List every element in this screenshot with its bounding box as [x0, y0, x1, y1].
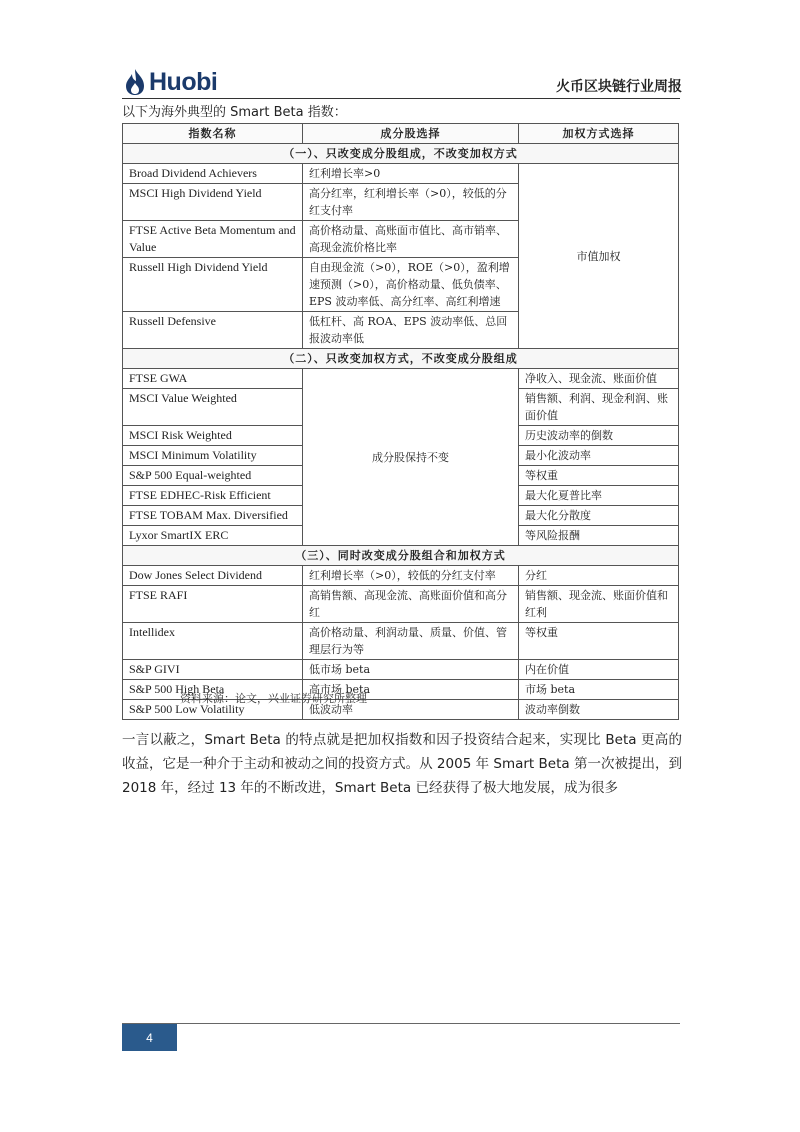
weighting-cell: 等风险报酬 [519, 526, 679, 546]
table-row [123, 566, 679, 586]
index-name: Intellidex [123, 623, 303, 660]
weighting-cell: 历史波动率的倒数 [519, 426, 679, 446]
selection-cell: 高市场 beta [303, 680, 519, 700]
intro-text: 以下为海外典型的 Smart Beta 指数： [122, 105, 347, 120]
selection-cell: 高价格动量、高账面市值比、高市销率、高现金流价格比率 [303, 221, 519, 258]
selection-cell: 红利增长率（>0），较低的分红支付率 [303, 566, 519, 586]
index-name: Russell Defensive [123, 312, 303, 349]
index-name: MSCI Risk Weighted [123, 426, 303, 446]
selection-cell: 高价格动量、利润动量、质量、价值、管理层行为等 [303, 623, 519, 660]
index-name: FTSE RAFI [123, 586, 303, 623]
column-header-index-name: 指数名称 [123, 124, 303, 144]
selection-cell: 低杠杆、高 ROA、EPS 波动率低、总回报波动率低 [303, 312, 519, 349]
selection-cell: 红利增长率>0 [303, 164, 519, 184]
weighting-merged-cell: 市值加权 [519, 164, 679, 349]
index-name: MSCI Minimum Volatility [123, 446, 303, 466]
weighting-cell: 分红 [519, 566, 679, 586]
table-row [123, 660, 679, 680]
index-name: FTSE Active Beta Momentum and Value [123, 221, 303, 258]
index-name: Russell High Dividend Yield [123, 258, 303, 312]
weighting-cell: 销售额、现金流、账面价值和红利 [519, 586, 679, 623]
selection-cell: 低波动率 [303, 700, 519, 720]
index-name: S&P 500 Equal-weighted [123, 466, 303, 486]
table-row [123, 369, 679, 389]
index-name: S&P 500 High Beta [123, 680, 303, 700]
selection-merged-cell: 成分股保持不变 [303, 369, 519, 546]
index-name: S&P GIVI [123, 660, 303, 680]
selection-cell: 低市场 beta [303, 660, 519, 680]
weighting-cell: 销售额、利润、现金利润、账面价值 [519, 389, 679, 426]
index-name: S&P 500 Low Volatility [123, 700, 303, 720]
table-row [123, 586, 679, 623]
table-row [123, 623, 679, 660]
flame-icon [124, 68, 146, 96]
page-number [122, 1024, 177, 1051]
weighting-cell: 等权重 [519, 623, 679, 660]
column-header-selection: 成分股选择 [303, 124, 519, 144]
index-name: FTSE TOBAM Max. Diversified [123, 506, 303, 526]
weighting-cell: 最大化夏普比率 [519, 486, 679, 506]
page-number-text: 4 [146, 1030, 153, 1045]
section-title-2: （二）、只改变加权方式，不改变成分股组成 [123, 349, 679, 369]
selection-cell: 高销售额、高现金流、高账面价值和高分红 [303, 586, 519, 623]
weighting-cell: 市场 beta [519, 680, 679, 700]
index-name: Broad Dividend Achievers [123, 164, 303, 184]
index-name: MSCI High Dividend Yield [123, 184, 303, 221]
section-row [123, 349, 679, 369]
weighting-cell: 内在价值 [519, 660, 679, 680]
section-row [123, 546, 679, 566]
weighting-cell: 等权重 [519, 466, 679, 486]
index-name: Dow Jones Select Dividend [123, 566, 303, 586]
weighting-cell: 最小化波动率 [519, 446, 679, 466]
header-divider [122, 98, 680, 99]
smart-beta-index-table [122, 123, 679, 720]
section-row [123, 144, 679, 164]
table-row [123, 164, 679, 184]
index-name: FTSE GWA [123, 369, 303, 389]
weighting-cell: 净收入、现金流、账面价值 [519, 369, 679, 389]
index-name: FTSE EDHEC-Risk Efficient [123, 486, 303, 506]
table-header-row [123, 124, 679, 144]
index-name: Lyxor SmartIX ERC [123, 526, 303, 546]
index-name: MSCI Value Weighted [123, 389, 303, 426]
selection-cell: 自由现金流（>0），ROE（>0），盈利增速预测（>0），高价格动量、低负债率、EPS 波动率低、高分红率、高红利增速 [303, 258, 519, 312]
body-paragraph: 一言以蔽之，Smart Beta 的特点就是把加权指数和因子投资结合起来，实现比 Beta 更高的收益，它是一种介于主动和被动之间的投资方式。从 2005 年 Smart Beta 第一次被提出，到 2018 年，经过 13 年的不断改进，Smart Beta 已经获得了极大地发展，成为很多 [122, 732, 682, 796]
table-source-note: 资料来源：论文，兴业证券研究所整理 [180, 692, 367, 705]
footer-divider [122, 1023, 680, 1024]
weighting-cell: 波动率倒数 [519, 700, 679, 720]
selection-cell: 高分红率，红利增长率（>0），较低的分红支付率 [303, 184, 519, 221]
report-title: 火币区块链行业周报 [556, 79, 682, 95]
column-header-weighting: 加权方式选择 [519, 124, 679, 144]
weighting-cell: 最大化分散度 [519, 506, 679, 526]
section-title-1: （一）、只改变成分股组成，不改变加权方式 [123, 144, 679, 164]
section-title-3: （三）、同时改变成分股组合和加权方式 [123, 546, 679, 566]
logo-text: Huobi [149, 67, 218, 96]
huobi-logo [124, 66, 217, 98]
